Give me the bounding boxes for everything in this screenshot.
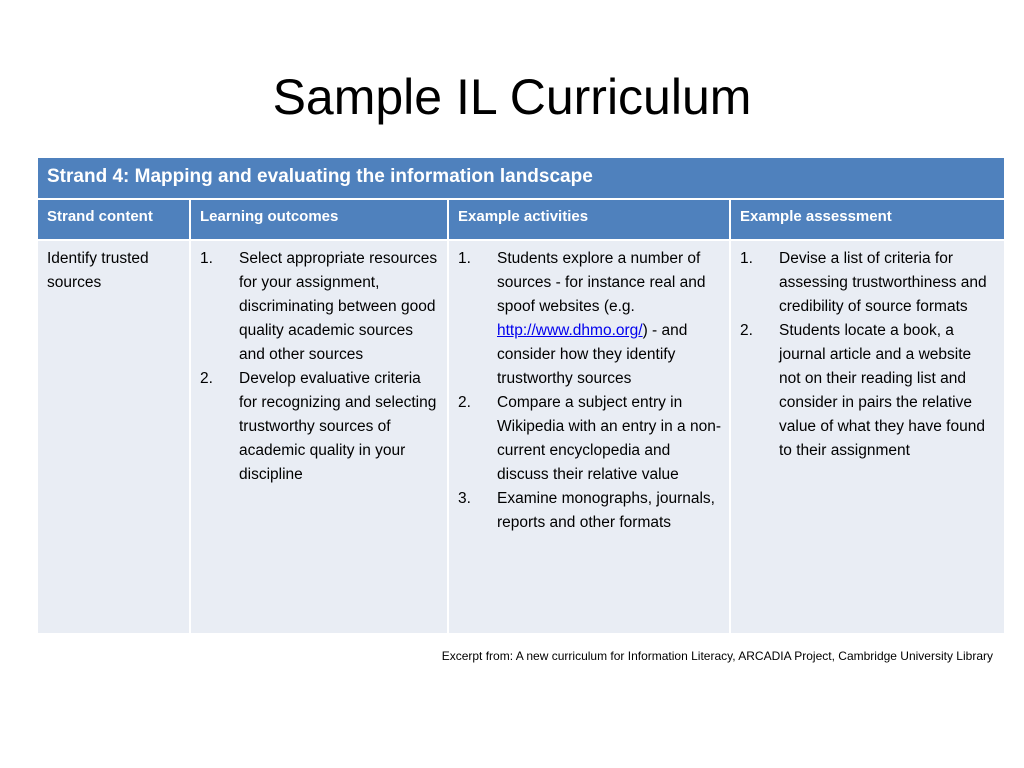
list-item (200, 247, 439, 367)
example-activities-cell (448, 240, 730, 634)
learning-outcomes-list (200, 247, 439, 487)
list-number: 2. (200, 370, 213, 387)
example-assessment-cell (730, 240, 1005, 634)
list-item (458, 391, 721, 487)
activity-text (497, 250, 706, 387)
list-number: 1. (740, 250, 753, 267)
column-header-row (37, 199, 1005, 240)
example-activities-list (458, 247, 721, 535)
column-header-learning-outcomes: Learning outcomes (190, 199, 448, 240)
learning-outcome-text: Select appropriate resources for your assignment, discriminating between good quality academic sources and other sources (239, 250, 438, 363)
column-header-example-activities: Example activities (448, 199, 730, 240)
strand-content-text: Identify trusted sources (47, 250, 149, 291)
curriculum-table (36, 156, 1006, 635)
assessment-text: Students locate a book, a journal article and a website not on their reading list and consider in pairs the relative value of what they have found to their assignment (779, 322, 985, 459)
list-number: 3. (458, 490, 471, 507)
list-number: 2. (458, 394, 471, 411)
column-header-example-assessment: Example assessment (730, 199, 1005, 240)
strand-content-cell (37, 240, 190, 634)
list-item (200, 367, 439, 487)
activity-text-before-link: Students explore a number of sources - for instance real and spoof websites (e.g. (497, 250, 706, 315)
list-number: 1. (200, 250, 213, 267)
list-item (740, 319, 996, 463)
example-assessment-list (740, 247, 996, 463)
list-item (458, 487, 721, 535)
strand-title: Strand 4: Mapping and evaluating the information landscape (37, 157, 1005, 199)
dhmo-link[interactable]: http://www.dhmo.org/ (497, 322, 643, 339)
activity-text: Compare a subject entry in Wikipedia with an entry in a non-current encyclopedia and discuss their relative value (497, 394, 722, 483)
excerpt-source-note: Excerpt from: A new curriculum for Information Literacy, ARCADIA Project, Cambridge University Library (441, 649, 993, 663)
slide-title: Sample IL Curriculum (272, 69, 752, 125)
strand-header-row (37, 157, 1005, 199)
assessment-text: Devise a list of criteria for assessing trustworthiness and credibility of source formats (779, 250, 987, 315)
list-item (458, 247, 721, 391)
table-row (37, 240, 1005, 634)
activity-text: Examine monographs, journals, reports and other formats (497, 490, 715, 531)
list-number: 1. (458, 250, 471, 267)
column-header-strand-content: Strand content (37, 199, 190, 240)
curriculum-table-container (36, 156, 1004, 635)
learning-outcomes-cell (190, 240, 448, 634)
learning-outcome-text: Develop evaluative criteria for recognizing and selecting trustworthy sources of academic quality in your discipline (239, 370, 437, 483)
list-item (740, 247, 996, 319)
list-number: 2. (740, 322, 753, 339)
activity-text-after-link: ) - and consider how they identify trustworthy sources (497, 322, 688, 387)
